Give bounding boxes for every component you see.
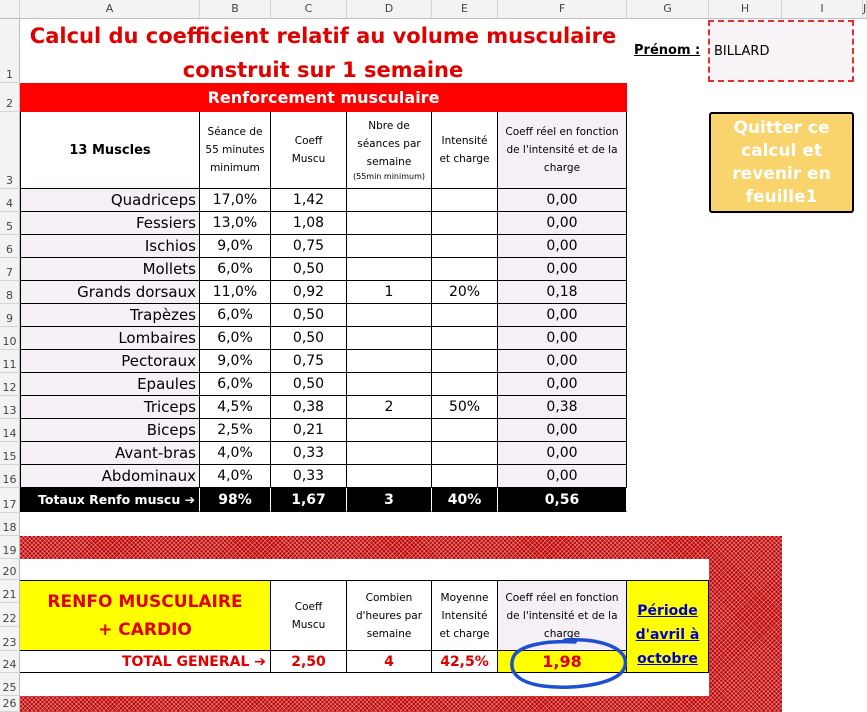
- summary-header-moyenne: Moyenne Intensité et charge: [432, 580, 498, 651]
- muscle-reel: 0,38: [498, 396, 627, 419]
- row-header-24[interactable]: 24: [0, 651, 20, 673]
- muscle-reel: 0,00: [498, 304, 627, 327]
- row-header-11[interactable]: 11: [0, 350, 20, 373]
- row-header-1[interactable]: 1: [0, 19, 20, 83]
- total-general-label: TOTAL GENERAL ➔: [20, 651, 271, 673]
- column-header-f[interactable]: F: [498, 0, 627, 19]
- totals-coeff: 1,67: [271, 488, 347, 512]
- muscle-name: Fessiers: [20, 212, 200, 235]
- muscle-nbre: [347, 442, 432, 465]
- total-general-moyenne: 42,5%: [432, 651, 498, 673]
- summary-header-coeff: Coeff Muscu: [271, 580, 347, 651]
- summary-header-heures: Combien d'heures par semaine: [347, 580, 432, 651]
- row-header-10[interactable]: 10: [0, 327, 20, 350]
- muscle-seance: 4,0%: [200, 465, 271, 488]
- row-header-23[interactable]: 23: [0, 627, 20, 651]
- row-header-8[interactable]: 8: [0, 281, 20, 304]
- row-header-18[interactable]: 18: [0, 513, 20, 536]
- muscle-nbre: [347, 465, 432, 488]
- muscle-reel: 0,00: [498, 212, 627, 235]
- row-header-17[interactable]: 17: [0, 488, 20, 513]
- column-header-g[interactable]: G: [627, 0, 709, 19]
- row-header-21[interactable]: 21: [0, 580, 20, 603]
- column-header-h[interactable]: H: [709, 0, 782, 19]
- row-header-7[interactable]: 7: [0, 258, 20, 281]
- header-seance: Séance de 55 minutes minimum: [200, 112, 271, 189]
- header-nbre: [347, 112, 432, 189]
- muscle-nbre: [347, 304, 432, 327]
- muscle-coeff: 0,50: [271, 304, 347, 327]
- muscle-name: Mollets: [20, 258, 200, 281]
- muscle-name: Quadriceps: [20, 189, 200, 212]
- totals-label: Totaux Renfo muscu ➔: [20, 488, 200, 512]
- column-header-c[interactable]: C: [271, 0, 347, 19]
- muscle-seance: 11,0%: [200, 281, 271, 304]
- row-header-12[interactable]: 12: [0, 373, 20, 396]
- muscle-seance: 2,5%: [200, 419, 271, 442]
- muscle-reel: 0,00: [498, 373, 627, 396]
- muscle-reel: 0,00: [498, 327, 627, 350]
- row-header-6[interactable]: 6: [0, 235, 20, 258]
- muscle-seance: 6,0%: [200, 304, 271, 327]
- muscle-seance: 4,5%: [200, 396, 271, 419]
- muscle-seance: 9,0%: [200, 350, 271, 373]
- totals-reel: 0,56: [498, 488, 627, 512]
- muscle-intensite: [432, 212, 498, 235]
- muscle-intensite: [432, 350, 498, 373]
- row-header-22[interactable]: 22: [0, 603, 20, 627]
- muscle-nbre: [347, 258, 432, 281]
- muscle-seance: 13,0%: [200, 212, 271, 235]
- muscle-reel: 0,00: [498, 189, 627, 212]
- muscle-coeff: 0,75: [271, 235, 347, 258]
- muscle-nbre: [347, 212, 432, 235]
- prenom-input[interactable]: BILLARD: [708, 20, 854, 82]
- muscle-coeff: 0,50: [271, 258, 347, 281]
- muscle-intensite: [432, 235, 498, 258]
- muscle-name: Biceps: [20, 419, 200, 442]
- header-coeff: Coeff Muscu: [271, 112, 347, 189]
- muscle-coeff: 0,33: [271, 465, 347, 488]
- muscle-intensite: [432, 442, 498, 465]
- muscle-name: Epaules: [20, 373, 200, 396]
- totals-nbre: 3: [347, 488, 432, 512]
- muscle-intensite: 20%: [432, 281, 498, 304]
- column-header-i[interactable]: I: [782, 0, 863, 19]
- sheet-title-line1: Calcul du coefficient relatif au volume musculaire: [29, 24, 617, 48]
- muscle-name: Pectoraux: [20, 350, 200, 373]
- muscle-intensite: [432, 419, 498, 442]
- muscle-reel: 0,00: [498, 465, 627, 488]
- muscle-coeff: 0,92: [271, 281, 347, 304]
- row-header-13[interactable]: 13: [0, 396, 20, 419]
- muscle-nbre: [347, 327, 432, 350]
- section-banner: Renforcement musculaire: [20, 83, 627, 112]
- muscle-intensite: 50%: [432, 396, 498, 419]
- muscle-intensite: [432, 189, 498, 212]
- muscle-seance: 9,0%: [200, 235, 271, 258]
- muscle-seance: 4,0%: [200, 442, 271, 465]
- row-header-16[interactable]: 16: [0, 465, 20, 488]
- row-header-2[interactable]: 2: [0, 83, 20, 112]
- muscle-name: Abdominaux: [20, 465, 200, 488]
- muscle-intensite: [432, 373, 498, 396]
- column-header-d[interactable]: D: [347, 0, 432, 19]
- muscle-nbre: [347, 189, 432, 212]
- prenom-label: Prénom :: [634, 43, 701, 58]
- muscle-intensite: [432, 465, 498, 488]
- highlight-circle: [505, 636, 631, 692]
- column-header-b[interactable]: B: [200, 0, 271, 19]
- muscle-reel: 0,00: [498, 419, 627, 442]
- row-header-5[interactable]: 5: [0, 212, 20, 235]
- muscle-coeff: 0,21: [271, 419, 347, 442]
- muscle-reel: 0,18: [498, 281, 627, 304]
- muscle-coeff: 0,33: [271, 442, 347, 465]
- muscle-intensite: [432, 304, 498, 327]
- muscle-coeff: 0,50: [271, 373, 347, 396]
- periode-link[interactable]: Période d'avril à octobre: [627, 580, 709, 673]
- muscle-name: Grands dorsaux: [20, 281, 200, 304]
- row-header-4[interactable]: 4: [0, 189, 20, 212]
- column-header-bar: [0, 0, 867, 19]
- row-header-14[interactable]: 14: [0, 419, 20, 442]
- row-header-bar: [0, 0, 20, 712]
- muscle-reel: 0,00: [498, 442, 627, 465]
- muscle-name: Ischios: [20, 235, 200, 258]
- column-header-e[interactable]: E: [432, 0, 498, 19]
- header-muscles: 13 Muscles: [20, 112, 200, 189]
- muscle-nbre: [347, 235, 432, 258]
- muscle-seance: 6,0%: [200, 327, 271, 350]
- muscle-nbre: 2: [347, 396, 432, 419]
- muscle-coeff: 1,08: [271, 212, 347, 235]
- row-header-15[interactable]: 15: [0, 442, 20, 465]
- row-header-26[interactable]: 26: [0, 696, 20, 712]
- summary-label: RENFO MUSCULAIRE + CARDIO: [20, 580, 271, 651]
- row-header-9[interactable]: 9: [0, 304, 20, 327]
- quit-button[interactable]: Quitter ce calcul et revenir en feuille1: [709, 112, 854, 213]
- muscle-coeff: 0,50: [271, 327, 347, 350]
- muscle-coeff: 0,38: [271, 396, 347, 419]
- muscle-nbre: [347, 419, 432, 442]
- muscle-reel: 0,00: [498, 258, 627, 281]
- totals-intensite: 40%: [432, 488, 498, 512]
- muscle-reel: 0,00: [498, 235, 627, 258]
- column-header-j[interactable]: J: [863, 0, 867, 19]
- row-header-20[interactable]: 20: [0, 559, 20, 580]
- sheet-title-line2: construit sur 1 semaine: [182, 58, 464, 82]
- muscle-seance: 6,0%: [200, 258, 271, 281]
- totals-seance: 98%: [200, 488, 271, 512]
- muscle-reel: 0,00: [498, 350, 627, 373]
- row-header-3[interactable]: 3: [0, 112, 20, 189]
- header-nbre-note: (55min minimum): [352, 172, 425, 181]
- muscle-name: Lombaires: [20, 327, 200, 350]
- muscle-seance: 17,0%: [200, 189, 271, 212]
- muscle-seance: 6,0%: [200, 373, 271, 396]
- muscle-intensite: [432, 327, 498, 350]
- total-general-reel: 1,98: [498, 651, 627, 673]
- muscle-name: Trapèzes: [20, 304, 200, 327]
- muscle-nbre: [347, 373, 432, 396]
- muscle-coeff: 0,75: [271, 350, 347, 373]
- muscle-nbre: 1: [347, 281, 432, 304]
- muscle-name: Avant-bras: [20, 442, 200, 465]
- summary-header-reel: Coeff réel en fonction de l'intensité et de la charge: [498, 580, 627, 651]
- header-nbre-label: Nbre de séances par semaine: [357, 120, 421, 168]
- header-intensite: Intensité et charge: [432, 112, 498, 189]
- column-header-a[interactable]: A: [20, 0, 200, 19]
- row-header-19[interactable]: 19: [0, 536, 20, 559]
- muscle-name: Triceps: [20, 396, 200, 419]
- muscle-intensite: [432, 258, 498, 281]
- muscle-table: [20, 112, 627, 512]
- muscle-nbre: [347, 350, 432, 373]
- muscle-coeff: 1,42: [271, 189, 347, 212]
- header-coeff-reel: Coeff réel en fonction de l'intensité et de la charge: [498, 112, 627, 189]
- row-header-25[interactable]: 25: [0, 673, 20, 696]
- total-general-heures: 4: [347, 651, 432, 673]
- total-general-coeff: 2,50: [271, 651, 347, 673]
